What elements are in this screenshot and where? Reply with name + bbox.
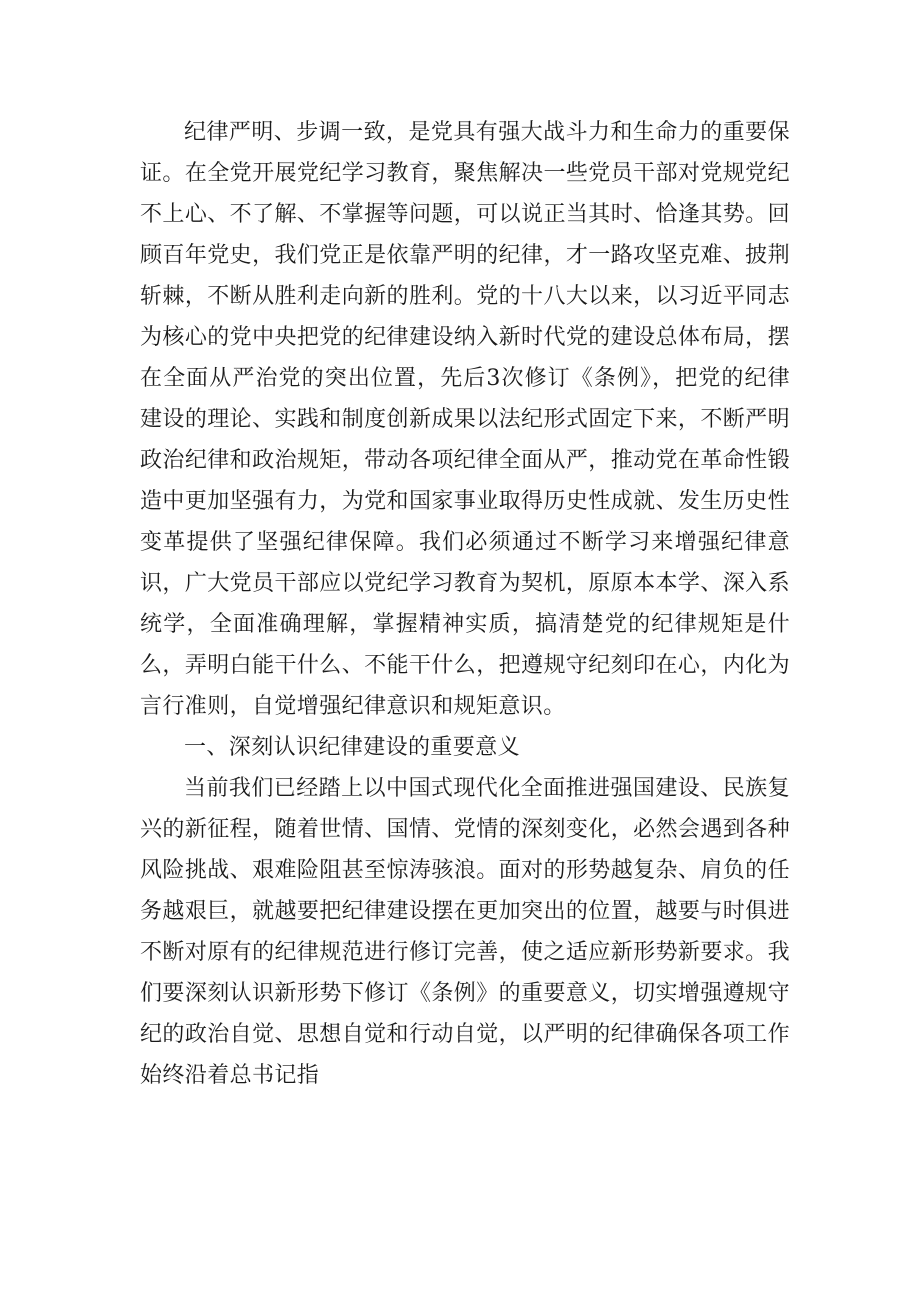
document-body [140, 112, 790, 1096]
section-heading: 一、深刻认识纪律建设的重要意义 [184, 735, 521, 760]
intro-paragraph: 纪律严明、步调一致，是党具有强大战斗力和生命力的重要保证。在全党开展党纪学习教育，聚焦解决一些党员干部对党规党纪不上心、不了解、不掌握等问题，可以说正当其时、恰逢其势。回顾百年党史，我们党正是依靠严明的纪律，才一路攻坚克难、披荆斩棘，不断从胜利走向新的胜利。党的十八大以来，以习近平同志为核心的党中央把党的纪律建设纳入新时代党的建设总体布局，摆在全面从严治党的突出位置，先后3次修订《条例》，把党的纪律建设的理论、实践和制度创新成果以法纪形式固定下来，不断严明政治纪律和政治规矩，带动各项纪律全面从严，推动党在革命性锻造中更加坚强有力，为党和国家事业取得历史性成就、发生历史性变革提供了坚强纪律保障。我们必须通过不断学习来增强纪律意识，广大党员干部应以党纪学习教育为契机，原原本本学、深入系统学，全面准确理解，掌握精神实质，搞清楚党的纪律规矩是什么，弄明白能干什么、不能干什么，把遵规守纪刻印在心，内化为言行准则，自觉增强纪律意识和规矩意识。 [140, 120, 790, 719]
body-paragraph: 当前我们已经踏上以中国式现代化全面推进强国建设、民族复兴的新征程，随着世情、国情、党情的深刻变化，必然会遇到各种风险挑战、艰难险阻甚至惊涛骇浪。面对的形势越复杂、肩负的任务越艰巨，就越要把纪律建设摆在更加突出的位置，越要与时俱进不断对原有的纪律规范进行修订完善，使之适应新形势新要求。我们要深刻认识新形势下修订《条例》的重要意义，切实增强遵规守纪的政治自觉、思想自觉和行动自觉，以严明的纪律确保各项工作始终沿着总书记指 [140, 776, 790, 1088]
